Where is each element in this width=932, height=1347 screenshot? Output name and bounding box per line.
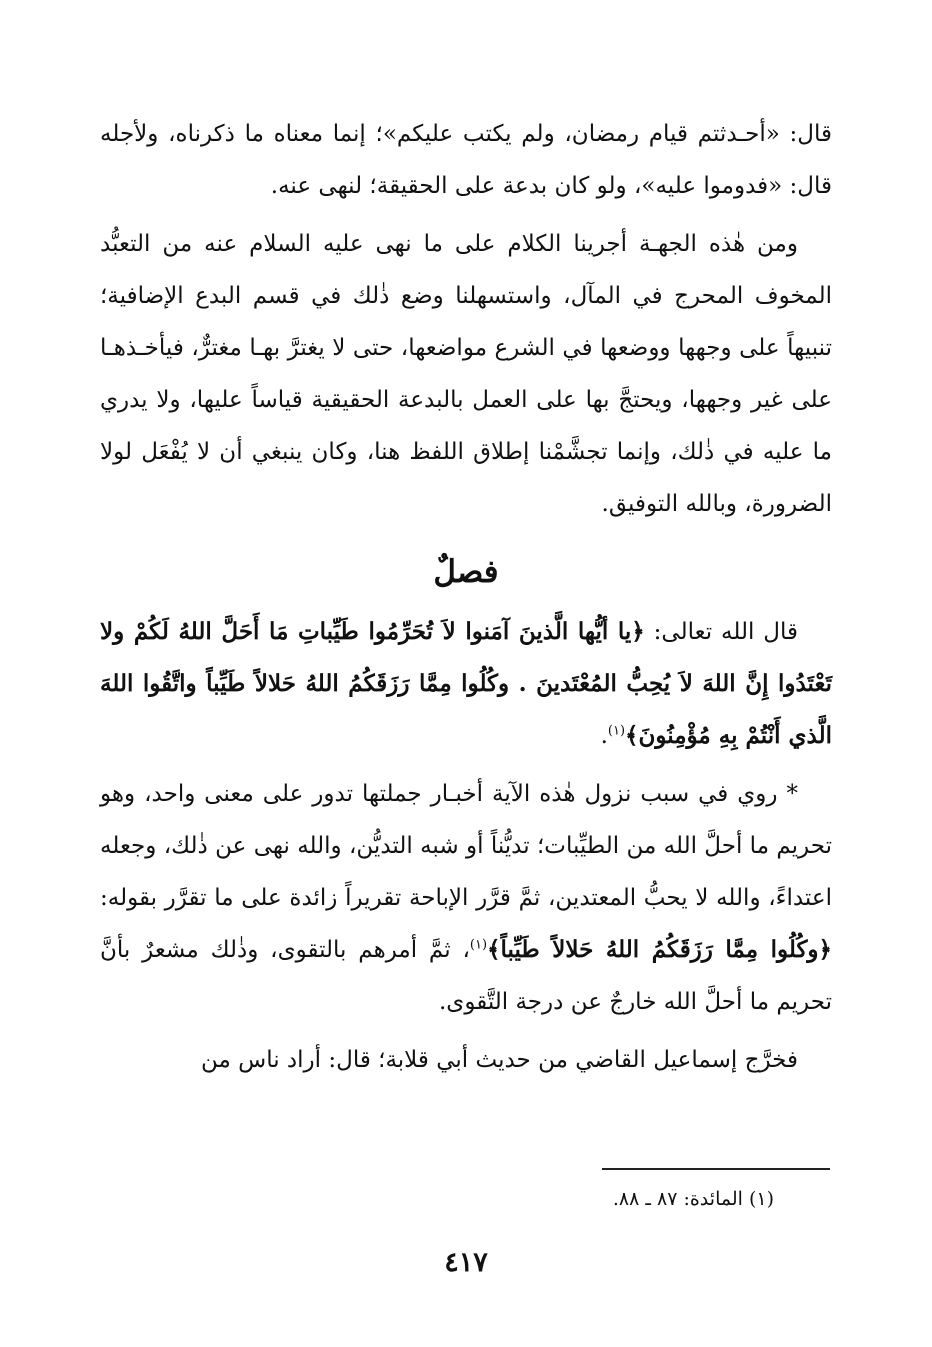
main-text [100,108,832,1092]
quran-verse-inline: ﴿وكُلُوا مِمَّا رَزَقَكُمُ اللهُ حَلالاً طَيِّباً﴾ [487,936,832,963]
paragraph-3 [100,606,832,762]
verse-intro: قال الله تعالى: [644,619,799,645]
paragraph-5: فخرَّج إسماعيل القاضي من حديث أبي قلابة؛ قال: أراد ناس من [200,1047,798,1073]
paragraph-4-text: * روي في سبب نزول هٰذه الآية أخبـار جملتها تدور على معنى واحد، وهو تحريم ما أحلَّ الله من الطيِّبات؛ تديُّناً أو شبه التديُّن، والله نهى عن ذٰلك، وجعله اعتداءً، والله لا يحبُّ المعتدين، ثمَّ قرَّر الإباحة تقريراً زائدة على ما تقرَّر بقوله: [100,781,832,911]
paragraph-4 [100,768,832,1028]
verse-end-punctuation: . [600,723,608,749]
footnote-marker: (١) [607,723,626,739]
footnote-marker-2: (١) [469,937,488,953]
paragraph-4-rest: ، ثمَّ أمرهم بالتقوى، وذٰلك مشعرٌ بأنَّ تحريم ما أحلَّ الله خارجٌ عن درجة التَّقوى. [100,937,832,1015]
quran-verse: ﴿يا أيُّها الَّذينَ آمَنوا لاَ تُحَرِّمُوا طَيِّباتِ مَا أَحَلَّ اللهُ لَكُمْ ولا تَعْتَدُوا إِنَّ اللهَ لاَ يُحِبُّ المُعْتَدينَ . وكُلُوا مِمَّا رَزَقَكُمُ اللهُ حَلالاً طَيِّباً واتَّقُوا اللهَ الَّذي أَنْتُمْ بِهِ مُؤْمِنُونَ﴾ [100,618,832,749]
section-heading: فصلٌ [433,554,499,590]
page-number: ٤١٧ [444,1247,488,1278]
footnote: (١) المائدة: ٨٧ ـ ٨٨. [612,1188,774,1210]
paragraph-1: قال: «أحـدثتم قيام رمضان، ولم يكتب عليكم»؛ إنما معناه ما ذكرناه، ولأجله قال: «فدوموا عليه»، ولو كان بدعة على الحقيقة؛ لنهى عنه. [100,121,832,199]
footnote-divider [602,1168,830,1170]
paragraph-2: ومن هٰذه الجهـة أجرينا الكلام على ما نهى عليه السلام عنه من التعبُّد المخوف المحرج في المآل، واستسهلنا وضع ذٰلك في قسم البدع الإضافية؛ تنبيهاً على وجهها ووضعها في الشرع مواضعها، حتى لا يغترَّ بهـا مغترٌّ، فيأخـذهـا على غير وجهها، ويحتجَّ بها على العمل بالبدعة الحقيقية قياساً عليها، ولا يدري ما عليه في ذٰلك، وإنما تجشَّمْنا إطلاق اللفظ هنا، وكان ينبغي أن لا يُفْعَل لولا الضرورة، وبالله التوفيق. [100,231,832,517]
